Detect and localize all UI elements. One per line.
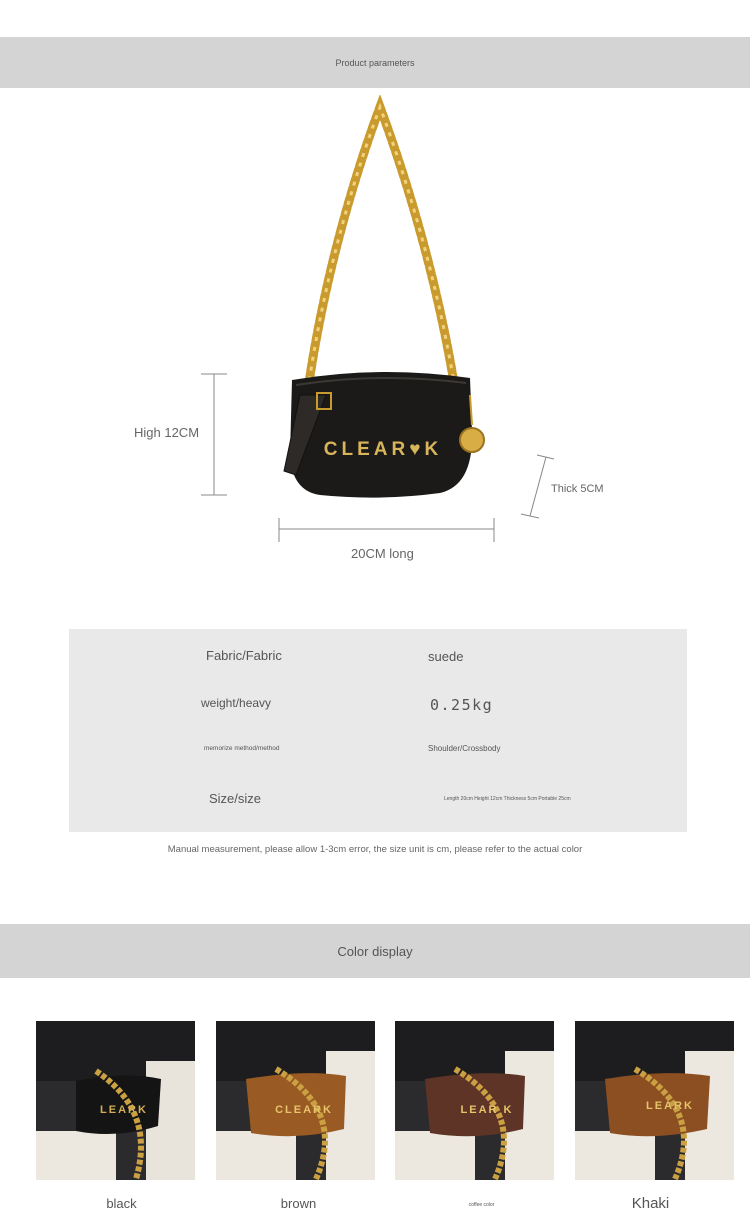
bag-brand-lettering: CLEAR♥K bbox=[323, 439, 443, 460]
product-parameters-banner bbox=[0, 37, 750, 88]
spec-value-method: Shoulder/Crossbody bbox=[428, 744, 501, 753]
length-label: 20CM long bbox=[351, 546, 414, 561]
color-thumbnail-coffee[interactable] bbox=[395, 1021, 554, 1180]
svg-text:LEARK: LEARK bbox=[100, 1104, 148, 1116]
spec-label-method: memorize method/method bbox=[204, 745, 280, 752]
svg-text:LEAR K: LEAR K bbox=[460, 1104, 514, 1116]
spec-label-fabric: Fabric/Fabric bbox=[206, 648, 282, 663]
length-marker bbox=[279, 518, 494, 542]
spec-value-size: Length 20cm Height 12cm Thickness 5cm Portable 25cm bbox=[444, 796, 571, 802]
spec-label-weight: weight/heavy bbox=[201, 696, 272, 710]
height-marker bbox=[201, 374, 227, 495]
bag-body bbox=[290, 372, 472, 498]
product-parameters-title: Product parameters bbox=[335, 57, 415, 68]
bag-dimension-illustration bbox=[0, 95, 750, 575]
color-caption-khaki: Khaki bbox=[631, 1195, 670, 1212]
color-caption-black: black bbox=[106, 1196, 137, 1211]
spec-value-weight: 0.25kg bbox=[430, 696, 494, 714]
spec-table bbox=[69, 629, 687, 832]
svg-text:CLEARK: CLEARK bbox=[275, 1104, 333, 1116]
color-thumbnail-khaki[interactable] bbox=[575, 1021, 734, 1180]
height-label: High 12CM bbox=[134, 425, 200, 440]
thickness-marker bbox=[521, 455, 554, 518]
color-thumbnail-brown[interactable] bbox=[216, 1021, 375, 1180]
color-caption-brown: brown bbox=[280, 1196, 317, 1211]
measurement-note: Manual measurement, please allow 1-3cm error, the size unit is cm, please refer to the actual color bbox=[167, 844, 583, 855]
color-thumbnail-black[interactable] bbox=[36, 1021, 195, 1180]
svg-text:LEARK: LEARK bbox=[646, 1100, 694, 1112]
spec-value-fabric: suede bbox=[428, 649, 464, 664]
thickness-label: Thick 5CM bbox=[551, 483, 604, 495]
color-caption-coffee: coffee color bbox=[468, 1202, 495, 1208]
gold-coin-charm bbox=[460, 428, 484, 452]
color-display-banner bbox=[0, 924, 750, 978]
spec-label-size: Size/size bbox=[209, 791, 262, 806]
color-display-title: Color display bbox=[337, 943, 413, 959]
